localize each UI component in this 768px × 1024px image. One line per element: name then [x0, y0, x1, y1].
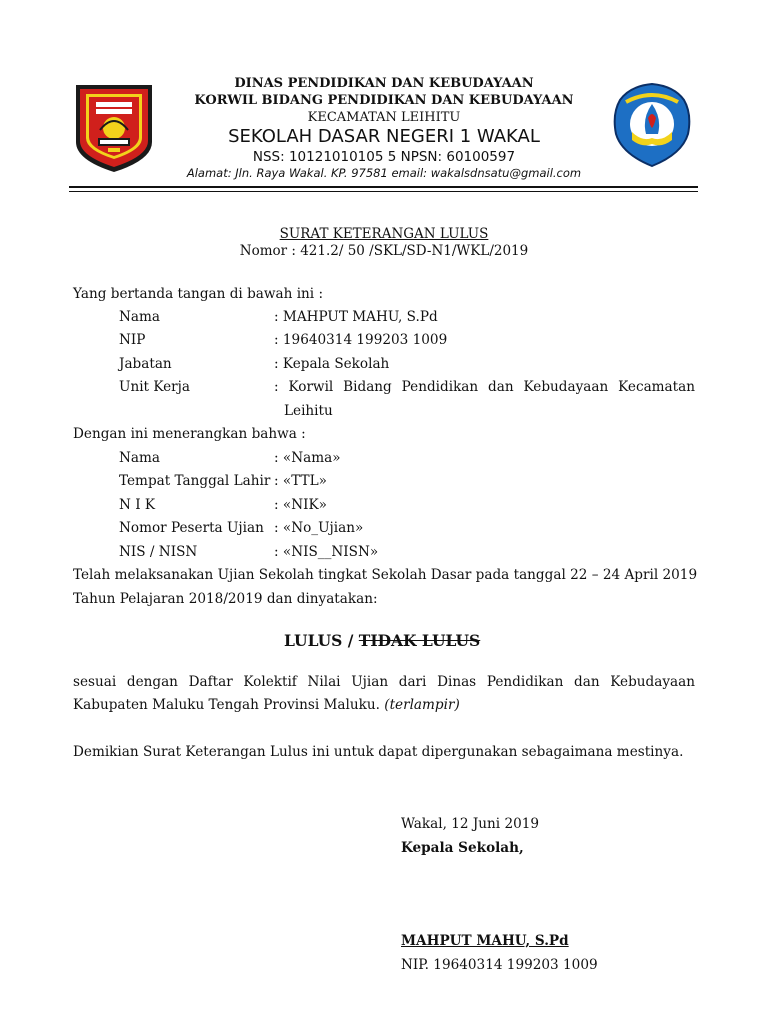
header-korwil: KORWIL BIDANG PENDIDIKAN DAN KEBUDAYAAN: [194, 93, 574, 108]
header-divider-thick: [69, 186, 698, 188]
result-line: [284, 631, 480, 650]
school-nss-npsn: NSS: 10121010105 5 NPSN: 60100597: [252, 149, 516, 165]
field-value: : Kepala Sekolah: [274, 356, 390, 372]
header-kecamatan: KECAMATAN LEIHITU: [307, 110, 461, 125]
field-value: : «No_Ujian»: [274, 520, 364, 536]
signature-place-date: Wakal, 12 Juni 2019: [401, 816, 540, 832]
field-label: N I K: [119, 497, 156, 513]
intro-text: Yang bertanda tangan di bawah ini :: [73, 286, 324, 302]
signature-nip: NIP. 19640314 199203 1009: [401, 957, 598, 973]
result-pass: LULUS /: [284, 631, 359, 650]
basis-line2: [73, 697, 460, 713]
field-value: : «NIK»: [274, 497, 327, 513]
letter-number: Nomor : 421.2/ 50 /SKL/SD-N1/WKL/2019: [239, 243, 529, 259]
result-fail-struck: TIDAK LULUS: [358, 631, 481, 650]
field-label: Nama: [119, 450, 160, 466]
closing-text: Demikian Surat Keterangan Lulus ini untuk dapat dipergunakan sebagaimana mestinya.: [73, 744, 684, 760]
exam-statement-line1: Telah melaksanakan Ujian Sekolah tingkat Sekolah Dasar pada tanggal 22 – 24 April 2019: [73, 567, 698, 583]
field-label: Nama: [119, 309, 160, 325]
field-value: : 19640314 199203 1009: [274, 332, 448, 348]
basis-text: Kabupaten Maluku Tengah Provinsi Maluku.: [73, 697, 380, 713]
exam-statement-line2: Tahun Pelajaran 2018/2019 dan dinyatakan:: [73, 591, 378, 607]
signature-name: MAHPUT MAHU, S.Pd: [401, 933, 569, 949]
field-value: : Korwil Bidang Pendidikan dan Kebudayaan Kecamatan: [274, 379, 695, 395]
basis-note: (terlampir): [384, 697, 460, 713]
school-name: SEKOLAH DASAR NEGERI 1 WAKAL: [228, 126, 540, 147]
field-label: Tempat Tanggal Lahir: [119, 473, 271, 489]
basis-line1: sesuai dengan Daftar Kolektif Nilai Ujian dari Dinas Pendidikan dan Kebudayaan: [73, 674, 695, 690]
declare-text: Dengan ini menerangkan bahwa :: [73, 426, 306, 442]
field-label: NIS / NISN: [119, 544, 198, 560]
field-value: : «TTL»: [274, 473, 327, 489]
unit-kerja-continuation: Leihitu: [284, 403, 333, 419]
field-value: : MAHPUT MAHU, S.Pd: [274, 309, 438, 325]
signature-position: Kepala Sekolah,: [401, 840, 524, 856]
field-label: Jabatan: [119, 356, 172, 372]
field-value: : «Nama»: [274, 450, 341, 466]
header-divider-thin: [69, 191, 698, 192]
school-address: Alamat: Jln. Raya Wakal. KP. 97581 email: wakalsdnsatu@gmail.com: [186, 166, 582, 180]
field-label: Nomor Peserta Ujian: [119, 520, 264, 536]
header-agency: DINAS PENDIDIKAN DAN KEBUDAYAAN: [234, 76, 534, 91]
field-label: Unit Kerja: [119, 379, 190, 395]
field-label: NIP: [119, 332, 146, 348]
letter-title: SURAT KETERANGAN LULUS: [279, 226, 489, 242]
field-value: : «NIS__NISN»: [274, 544, 379, 560]
